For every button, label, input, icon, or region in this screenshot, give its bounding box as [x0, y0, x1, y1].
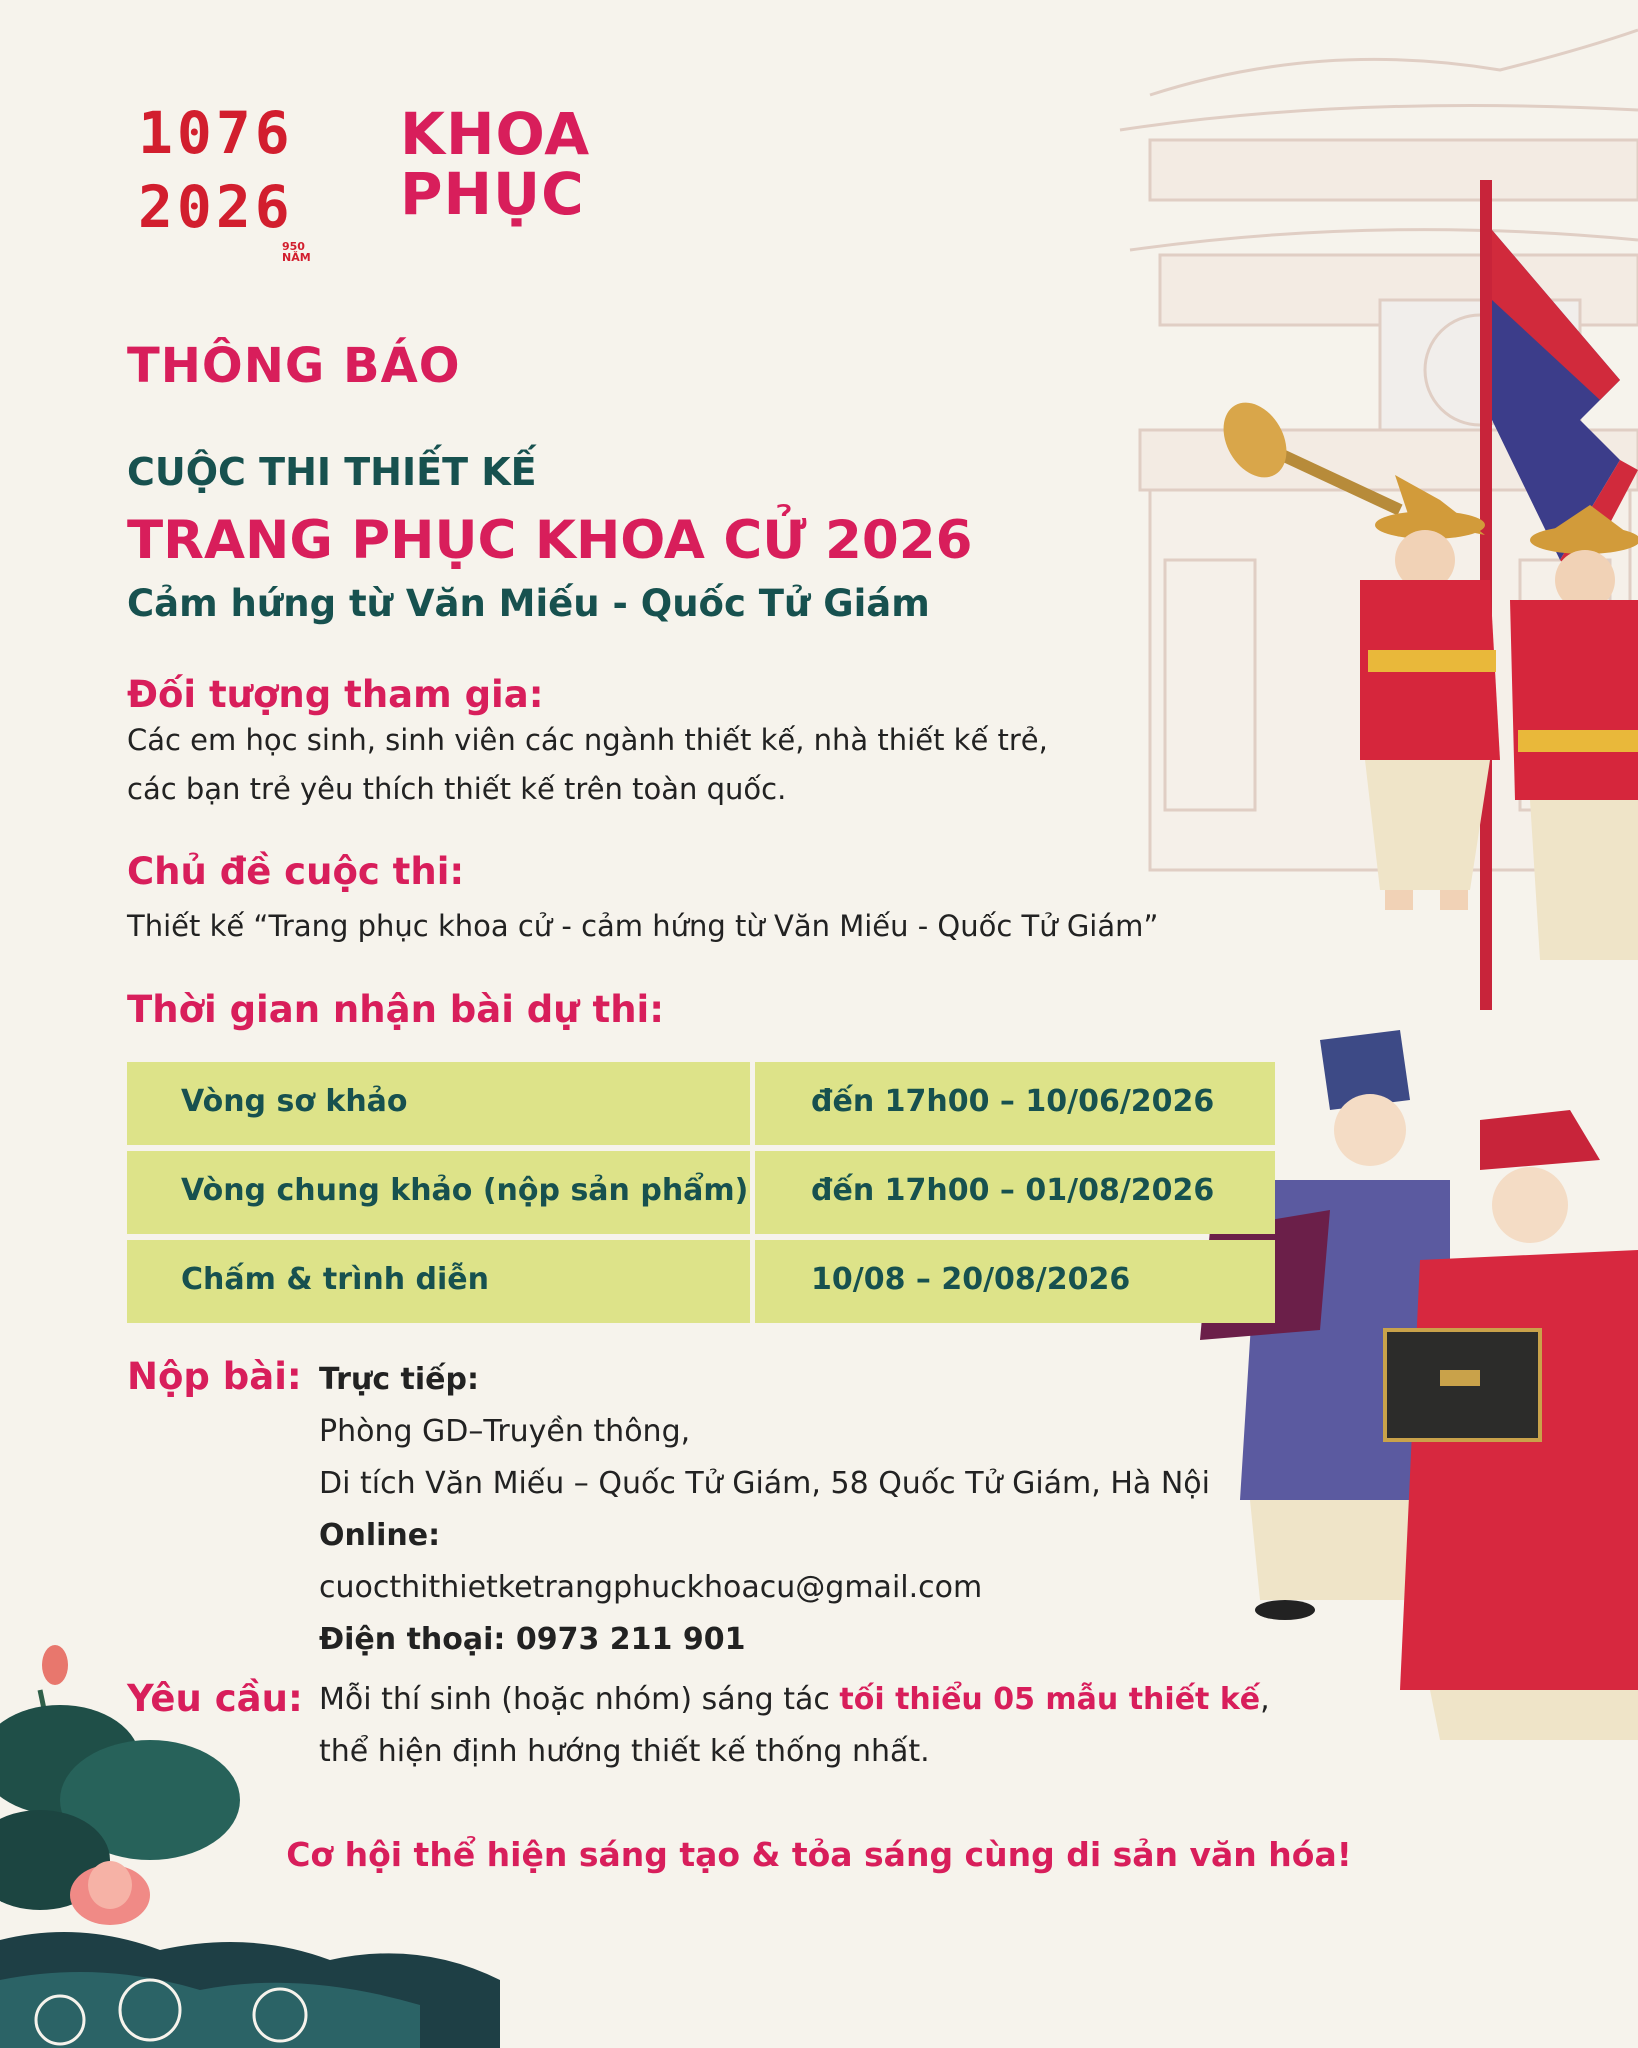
anniversary-logo	[130, 98, 311, 264]
participants-line: các bạn trẻ yêu thích thiết kế trên toàn quốc.	[127, 772, 787, 806]
anniversary-year-start: 1076	[138, 99, 294, 167]
schedule-deadline-cell	[755, 1062, 1275, 1145]
schedule-round: Vòng sơ khảo	[181, 1084, 408, 1119]
participants-text	[127, 716, 1048, 814]
schedule-row	[127, 1062, 1327, 1145]
submission-details	[319, 1354, 1210, 1666]
requirements-highlight: tối thiểu 05 mẫu thiết kế	[839, 1682, 1261, 1717]
submission-address-line: Di tích Văn Miếu – Quốc Tử Giám, 58 Quốc Tử Giám, Hà Nội	[319, 1466, 1210, 1501]
schedule-round: Vòng chung khảo (nộp sản phẩm)	[181, 1173, 749, 1208]
schedule-row	[127, 1240, 1327, 1323]
submission-online-label: Online:	[319, 1518, 441, 1553]
submission-direct-label: Trực tiếp:	[319, 1362, 479, 1397]
announcement-heading: THÔNG BÁO	[127, 338, 461, 394]
requirements-text	[319, 1674, 1270, 1778]
submission-label: Nộp bài:	[127, 1355, 302, 1398]
schedule-round-cell	[127, 1240, 750, 1323]
submission-address-line: Phòng GD–Truyền thông,	[319, 1414, 691, 1449]
schedule-deadline: đến 17h00 – 01/08/2026	[811, 1173, 1215, 1208]
contest-title: TRANG PHỤC KHOA CỬ 2026	[127, 510, 973, 571]
schedule-round-cell	[127, 1151, 750, 1234]
schedule-deadline-cell	[755, 1240, 1275, 1323]
theme-text: Thiết kế “Trang phục khoa cử - cảm hứng từ Văn Miếu - Quốc Tử Giám”	[127, 909, 1159, 943]
requirements-text-after: ,	[1260, 1682, 1270, 1717]
schedule-row	[127, 1151, 1327, 1234]
schedule-deadline: 10/08 – 20/08/2026	[811, 1262, 1131, 1297]
schedule-round-cell	[127, 1062, 750, 1145]
participants-line: Các em học sinh, sinh viên các ngành thiết kế, nhà thiết kế trẻ,	[127, 723, 1048, 757]
requirements-label: Yêu cầu:	[127, 1677, 303, 1720]
brand-logo-line1: KHOA	[400, 100, 591, 168]
schedule-deadline: đến 17h00 – 10/06/2026	[811, 1084, 1215, 1119]
schedule-round: Chấm & trình diễn	[181, 1262, 489, 1297]
requirements-text-before: Mỗi thí sinh (hoặc nhóm) sáng tác	[319, 1682, 840, 1717]
anniversary-year-end: 2026	[138, 173, 294, 241]
contest-subtitle: Cảm hứng từ Văn Miếu - Quốc Tử Giám	[127, 582, 930, 625]
footer-slogan: Cơ hội thể hiện sáng tạo & tỏa sáng cùng di sản văn hóa!	[286, 1835, 1352, 1874]
submission-email[interactable]: cuocthithietketrangphuckhoacu@gmail.com	[319, 1570, 983, 1605]
requirements-line: thể hiện định hướng thiết kế thống nhất.	[319, 1734, 930, 1769]
brand-logo	[400, 100, 591, 228]
participants-heading: Đối tượng tham gia:	[127, 673, 544, 716]
contest-label: CUỘC THI THIẾT KẾ	[127, 450, 537, 494]
requirements-line	[319, 1674, 1270, 1726]
brand-logo-line2: PHỤC	[400, 160, 585, 228]
schedule-deadline-cell	[755, 1151, 1275, 1234]
schedule-heading: Thời gian nhận bài dự thi:	[127, 988, 665, 1031]
submission-phone[interactable]: Điện thoại: 0973 211 901	[319, 1622, 746, 1657]
theme-heading: Chủ đề cuộc thi:	[127, 850, 465, 893]
anniversary-badge: 950 NĂM	[282, 240, 311, 264]
